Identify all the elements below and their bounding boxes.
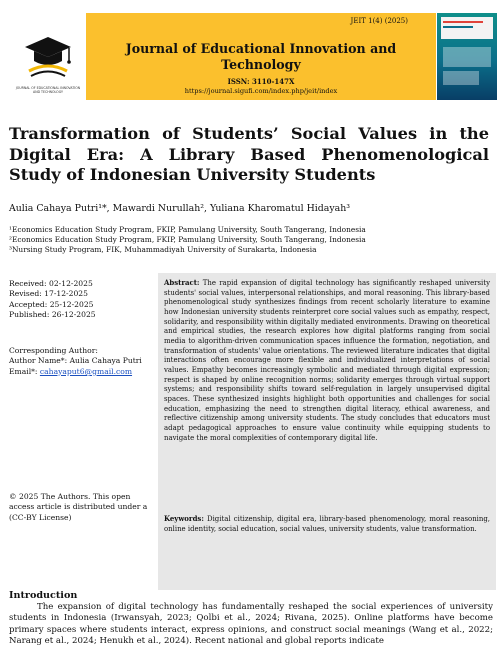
keywords-text: Digital citizenship, digital era, library-based phenomenology, moral reasoning, online identity, social education, social values, university students, value transformation. [164,515,490,534]
affiliation-1: ¹Economics Education Study Program, FKIP, Pamulang University, South Tangerang, Indonesia [9,225,366,234]
affiliation-2: ²Economics Education Study Program, FKIP, Pamulang University, South Tangerang, Indonesia [9,235,366,244]
graduation-cap-icon [23,31,73,81]
cover-block [443,47,491,67]
journal-header [9,13,497,100]
accepted-date: Accepted: 25-12-2025 [9,299,94,309]
journal-banner [86,13,436,100]
cover-stripe [443,21,483,23]
abstract-text: The rapid expansion of digital technology has significantly reshaped university students' social values, interpersonal relationships, and moral reasoning. This library-based phenomenological study synthesizes findings from recent scholarly literature to examine how Indonesian university students reinterpret core social values such as empathy, respect, solidarity, and responsibility within digitally mediated environments. Drawing on theoretical and empirical studies, the research explores how digital platforms ranging from social media to algorithm-driven communication spaces influence the formation, negotiation, and transformation of students' value orientations. The reviewed literature indicates that digital interactions often encourage more flexible and individualized interpretations of social values. Empathy becomes increasingly symbolic and mediated through digital expression; respect is shaped by online recognition norms; solidarity emerges through virtual support systems; and responsibility shifts toward self-regulation in largely unsupervised digital spaces. These synthesized insights highlight both opportunities and challenges for social education, emphasizing the need to strengthen digital literacy, ethical awareness, and reflective citizenship among university students. The study concludes that educators must adapt pedagogical approaches to ensure value continuity while equipping students to navigate the moral complexities of contemporary digital life. [164,279,490,442]
abstract-label: Abstract: [164,278,200,287]
cover-stripe [443,26,473,28]
corresponding-heading: Corresponding Author: [9,346,98,355]
email-link[interactable]: cahayaput6@gmail.com [39,366,133,376]
cover-block [443,71,479,85]
abstract [164,278,490,443]
revised-date: Revised: 17-12-2025 [9,289,88,299]
issue-label: JEIT 1(4) (2025) [350,17,408,25]
abstract-box [158,273,496,590]
corresponding-author [9,346,159,377]
introduction-heading: Introduction [9,590,78,601]
article-dates [9,279,149,321]
logo-caption: JOURNAL OF EDUCATIONAL INNOVATION AND TECHNOLOGY [15,86,81,94]
journal-cover-thumbnail [437,13,497,100]
published-date: Published: 26-12-2025 [9,310,96,320]
received-date: Received: 02-12-2025 [9,279,93,288]
email-line [9,367,159,377]
keywords [164,514,490,534]
affiliations [9,225,489,255]
author-name-line: Author Name*: Aulia Cahaya Putri [9,356,142,366]
issn: ISSN: 3110-147X [227,77,295,86]
keywords-label: Keywords: [164,514,204,523]
article-title: Transformation of Students’ Social Values in the Digital Era: A Library Based Phenomenological Study of Indonesian University Students [9,124,489,185]
introduction-text: The expansion of digital technology has fundamentally reshaped the social experiences of university students in Indonesia (Irwansyah, 2023; Qolbi et al., 2024; Rivana, 2025). Online platforms have become primary spaces where students interact, express opinions, and construct social meanings (Wang et al., 2022; Narang et al., 2024; Henukh et al., 2024). Recent national and global reports indicate [9,602,493,646]
affiliation-3: ³Nursing Study Program, FIK, Muhammadiyah University of Surakarta, Indonesia [9,245,317,254]
author-list: Aulia Cahaya Putri¹*, Mawardi Nurullah², Yuliana Kharomatul Hidayah³ [9,203,351,214]
journal-title: Journal of Educational Innovation and Technology [125,41,397,72]
email-label: Email*: [9,366,40,376]
journal-url[interactable]: https://journal.sigufi.com/index.php/jeit/index [184,87,338,95]
license-notice: © 2025 The Authors. This open access article is distributed under a (CC-BY License) [9,492,148,522]
journal-logo [9,13,85,100]
